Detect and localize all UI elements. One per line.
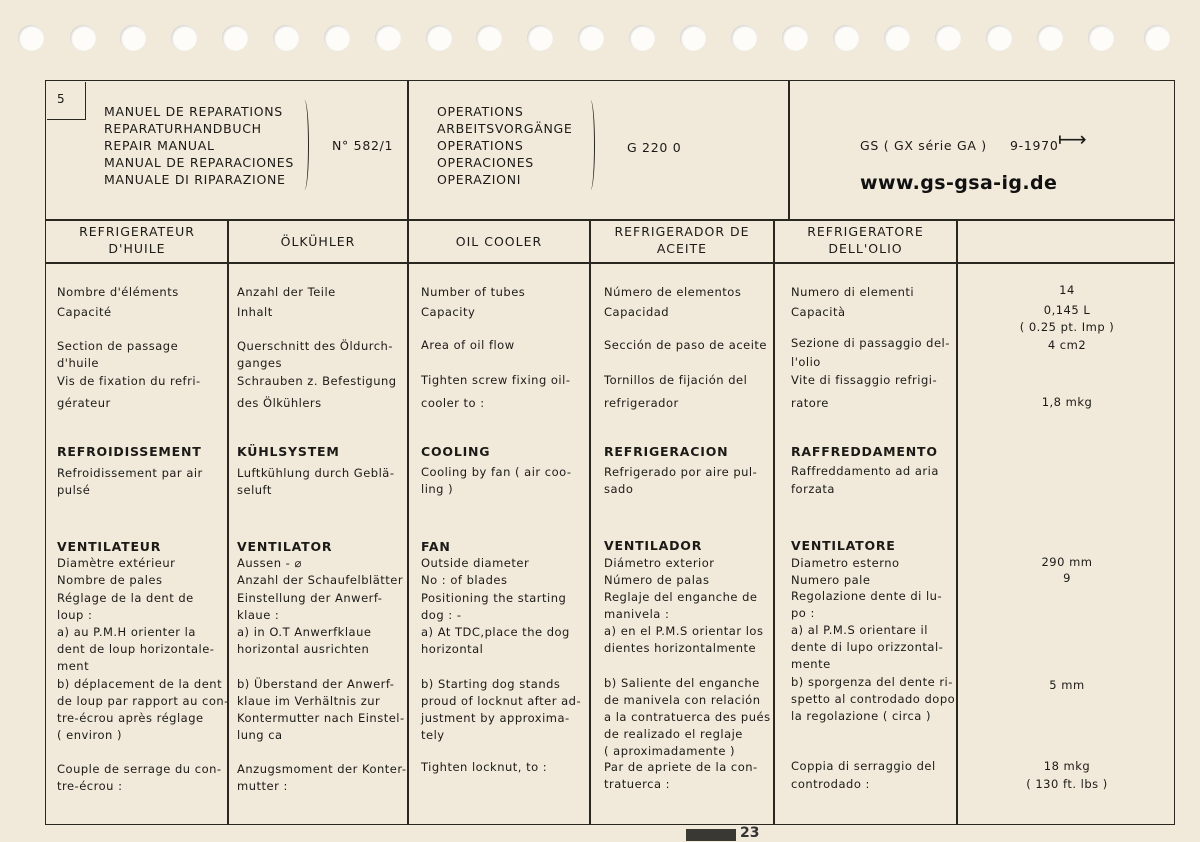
arrow-right-icon: ⟼ <box>1058 127 1088 151</box>
col-en-line: FAN <box>421 539 451 554</box>
col-it-line: Raffreddamento ad aria <box>791 464 939 478</box>
header-divider-2 <box>788 80 790 220</box>
col-de-line: KÜHLSYSTEM <box>237 444 340 459</box>
manual-titles <box>104 103 294 188</box>
manual-brace <box>300 100 309 190</box>
col-de-line: VENTILATOR <box>237 539 333 554</box>
col-es-line: sado <box>604 482 634 496</box>
value-cell: ( 130 ft. lbs ) <box>1026 777 1108 791</box>
col-es-line: refrigerador <box>604 396 679 410</box>
punch-hole <box>680 25 706 51</box>
col-fr-line: Couple de serrage du con- <box>57 762 222 776</box>
col-it-line: Capacità <box>791 305 846 319</box>
operation-title-de: ARBEITSVORGÄNGE <box>437 121 573 136</box>
page-number-bar <box>686 829 736 841</box>
col-es-line: Número de palas <box>604 573 710 587</box>
col-en-line: COOLING <box>421 444 491 459</box>
page-box-number: 5 <box>57 92 65 106</box>
col-fr-line: Capacité <box>57 305 112 319</box>
col-en-line: Tighten locknut, to : <box>421 760 548 774</box>
col-it-line: Numero di elementi <box>791 285 915 299</box>
column-title-fr: REFRIGERATEUR D'HUILE <box>79 224 195 256</box>
col-es-line: Diámetro exterior <box>604 556 715 570</box>
col-de-line: Luftkühlung durch Geblä- <box>237 466 395 480</box>
col-it-line: forzata <box>791 482 835 496</box>
punch-hole <box>171 25 197 51</box>
manual-title-es: MANUAL DE REPARACIONES <box>104 155 295 170</box>
col-en-line: proud of locknut after ad- <box>421 694 582 708</box>
col-fr-line: Nombre de pales <box>57 573 163 587</box>
col-es-line: tratuerca : <box>604 777 671 791</box>
col-es-line: dientes horizontalmente <box>604 641 757 655</box>
col-it-line: po : <box>791 606 815 620</box>
punch-hole <box>324 25 350 51</box>
col-it-line: Regolazione dente di lu- <box>791 589 943 603</box>
col-en-line: b) Starting dog stands <box>421 677 561 691</box>
value-cell: 4 cm2 <box>1047 338 1087 352</box>
col-it-line: Coppia di serraggio del <box>791 759 936 773</box>
col-it-line: RAFFREDDAMENTO <box>791 444 938 459</box>
col-fr-line: b) déplacement de la dent <box>57 677 223 691</box>
col-de-line: Querschnitt des Öldurch- <box>237 339 393 353</box>
col-en-line: Number of tubes <box>421 285 526 299</box>
column-title-en: OIL COOLER <box>455 234 543 249</box>
col-es-line: de realizado el reglaje <box>604 727 743 741</box>
col-de-line: Aussen - ⌀ <box>237 556 302 570</box>
header-divider-1 <box>407 80 409 220</box>
col-de-line: Inhalt <box>237 305 273 319</box>
punch-hole <box>986 25 1012 51</box>
punch-hole <box>884 25 910 51</box>
col-en-line: tely <box>421 728 445 742</box>
col-it-line: spetto al controdado dopo <box>791 692 956 706</box>
operation-title-it: OPERAZIONI <box>437 172 522 187</box>
punch-hole <box>527 25 553 51</box>
column-title-it: REFRIGERATORE DELL'OLIO <box>807 224 924 256</box>
operation-title-en: OPERATIONS <box>437 138 524 153</box>
punch-hole <box>1037 25 1063 51</box>
punch-hole <box>833 25 859 51</box>
col-it-line: Numero pale <box>791 573 871 587</box>
col-fr-line: pulsé <box>57 483 91 497</box>
col-it-line: Diametro esterno <box>791 556 900 570</box>
col-de-line: lung ca <box>237 728 283 742</box>
col-it-line: Sezione di passaggio del- <box>791 336 950 350</box>
punch-hole <box>1144 25 1170 51</box>
value-cell: 14 <box>1059 283 1075 297</box>
col-fr-line: Vis de fixation du refri- <box>57 374 201 388</box>
manual-title-it: MANUALE DI RIPARAZIONE <box>104 172 286 187</box>
website-link[interactable]: www.gs-gsa-ig.de <box>860 172 1058 194</box>
col-en-line: Outside diameter <box>421 556 530 570</box>
column-divider-3 <box>589 219 591 825</box>
page-box <box>47 82 86 120</box>
col-de-line: Kontermutter nach Einstel- <box>237 711 405 725</box>
col-de-line: mutter : <box>237 779 288 793</box>
col-it-line: la regolazione ( circa ) <box>791 709 931 723</box>
col-fr-line: a) au P.M.H orienter la <box>57 625 196 639</box>
operation-title-es: OPERACIONES <box>437 155 534 170</box>
col-de-line: seluft <box>237 483 272 497</box>
header-divider <box>45 219 1175 221</box>
col-en-line: cooler to : <box>421 396 485 410</box>
col-fr-line: Réglage de la dent de <box>57 591 194 605</box>
column-divider-1 <box>227 219 229 825</box>
punch-hole <box>426 25 452 51</box>
col-de-line: ganges <box>237 356 283 370</box>
punch-hole <box>1088 25 1114 51</box>
col-en-line: Capacity <box>421 305 476 319</box>
col-fr-line: Diamètre extérieur <box>57 556 176 570</box>
col-en-line: justment by approxima- <box>421 711 570 725</box>
value-cell: 1,8 mkg <box>1041 395 1093 409</box>
value-cell: 9 <box>1063 571 1071 585</box>
col-en-line: a) At TDC,place the dog <box>421 625 570 639</box>
col-fr-line: loup : <box>57 608 93 622</box>
col-fr-line: dent de loup horizontale- <box>57 642 215 656</box>
col-it-line: VENTILATORE <box>791 538 896 553</box>
manual-title-fr: MANUEL DE REPARATIONS <box>104 104 283 119</box>
value-cell: 5 mm <box>1049 678 1085 692</box>
col-es-line: b) Saliente del enganche <box>604 676 760 690</box>
col-es-line: REFRIGERACION <box>604 444 729 459</box>
col-de-line: a) in O.T Anwerfklaue <box>237 625 372 639</box>
value-cell: ( 0.25 pt. Imp ) <box>1019 320 1115 334</box>
page-number: 23 <box>740 825 760 841</box>
column-title-divider <box>45 262 1175 264</box>
col-fr-line: tre-écrou après réglage <box>57 711 204 725</box>
col-it-line: mente <box>791 657 831 671</box>
column-divider-2 <box>407 219 409 825</box>
col-es-line: de manivela con relación <box>604 693 761 707</box>
value-cell: 290 mm <box>1041 555 1093 569</box>
operation-code: G 220 0 <box>627 140 682 155</box>
col-es-line: ( aproximadamente ) <box>604 744 736 758</box>
column-divider-4 <box>773 219 775 825</box>
value-cell: 0,145 L <box>1043 303 1091 317</box>
value-cell: 18 mkg <box>1043 759 1091 773</box>
col-it-line: l'olio <box>791 355 821 369</box>
col-en-line: No : of blades <box>421 573 508 587</box>
column-title-es: REFRIGERADOR DE ACEITE <box>614 224 750 256</box>
operation-title-fr: OPERATIONS <box>437 104 524 119</box>
col-fr-line: REFROIDISSEMENT <box>57 444 202 459</box>
punch-hole <box>120 25 146 51</box>
col-fr-line: de loup par rapport au con- <box>57 694 229 708</box>
col-de-line: klaue : <box>237 608 280 622</box>
col-de-line: b) Überstand der Anwerf- <box>237 677 395 691</box>
col-es-line: VENTILADOR <box>604 538 703 553</box>
col-es-line: Reglaje del enganche de <box>604 590 758 604</box>
col-fr-line: d'huile <box>57 356 100 370</box>
model-label: GS ( GX série GA ) <box>860 138 987 153</box>
col-en-line: Area of oil flow <box>421 338 515 352</box>
col-it-line: a) al P.M.S orientare il <box>791 623 928 637</box>
col-it-line: dente di lupo orizzontal- <box>791 640 944 654</box>
col-es-line: a la contratuerca des pués <box>604 710 771 724</box>
manual-title-en: REPAIR MANUAL <box>104 138 215 153</box>
model-date: 9-1970 <box>1010 138 1059 153</box>
col-it-line: controdado : <box>791 777 870 791</box>
punch-hole <box>375 25 401 51</box>
operation-titles <box>437 103 573 188</box>
col-fr-line: ( environ ) <box>57 728 122 742</box>
col-en-line: Cooling by fan ( air coo- <box>421 465 572 479</box>
col-de-line: horizontal ausrichten <box>237 642 370 656</box>
col-de-line: Einstellung der Anwerf- <box>237 591 383 605</box>
col-es-line: Número de elementos <box>604 285 742 299</box>
operation-brace <box>586 100 595 190</box>
col-de-line: Anzugsmoment der Konter- <box>237 762 407 776</box>
col-fr-line: gérateur <box>57 396 111 410</box>
col-fr-line: Section de passage <box>57 339 179 353</box>
punch-hole <box>70 25 96 51</box>
punch-hole <box>18 25 44 51</box>
manual-title-de: REPARATURHANDBUCH <box>104 121 262 136</box>
col-de-line: Anzahl der Schaufelblätter <box>237 573 404 587</box>
punch-hole <box>782 25 808 51</box>
punch-hole <box>273 25 299 51</box>
punch-hole <box>935 25 961 51</box>
col-it-line: b) sporgenza del dente ri- <box>791 675 953 689</box>
col-es-line: Refrigerado por aire pul- <box>604 465 758 479</box>
col-en-line: Tighten screw fixing oil- <box>421 373 571 387</box>
col-fr-line: Nombre d'éléments <box>57 285 179 299</box>
punch-hole <box>731 25 757 51</box>
col-es-line: Par de apriete de la con- <box>604 760 758 774</box>
col-es-line: Sección de paso de aceite <box>604 338 768 352</box>
col-en-line: ling ) <box>421 482 454 496</box>
col-es-line: a) en el P.M.S orientar los <box>604 624 764 638</box>
col-it-line: Vite di fissaggio refrigi- <box>791 373 938 387</box>
col-it-line: ratore <box>791 396 829 410</box>
punch-hole <box>476 25 502 51</box>
col-de-line: Schrauben z. Befestigung <box>237 374 397 388</box>
col-en-line: horizontal <box>421 642 484 656</box>
col-fr-line: ment <box>57 659 90 673</box>
col-de-line: Anzahl der Teile <box>237 285 336 299</box>
col-es-line: manivela : <box>604 607 670 621</box>
col-en-line: dog : - <box>421 608 462 622</box>
col-de-line: des Ölkühlers <box>237 396 322 410</box>
col-fr-line: Refroidissement par air <box>57 466 203 480</box>
col-es-line: Tornillos de fijación del <box>604 373 748 387</box>
punch-hole <box>222 25 248 51</box>
col-de-line: klaue im Verhältnis zur <box>237 694 381 708</box>
col-fr-line: tre-écrou : <box>57 779 123 793</box>
col-en-line: Positioning the starting <box>421 591 567 605</box>
manual-number: N° 582/1 <box>332 138 394 153</box>
column-title-de: ÖLKÜHLER <box>280 234 356 249</box>
col-fr-line: VENTILATEUR <box>57 539 162 554</box>
punch-hole <box>578 25 604 51</box>
punch-hole <box>629 25 655 51</box>
col-es-line: Capacidad <box>604 305 670 319</box>
